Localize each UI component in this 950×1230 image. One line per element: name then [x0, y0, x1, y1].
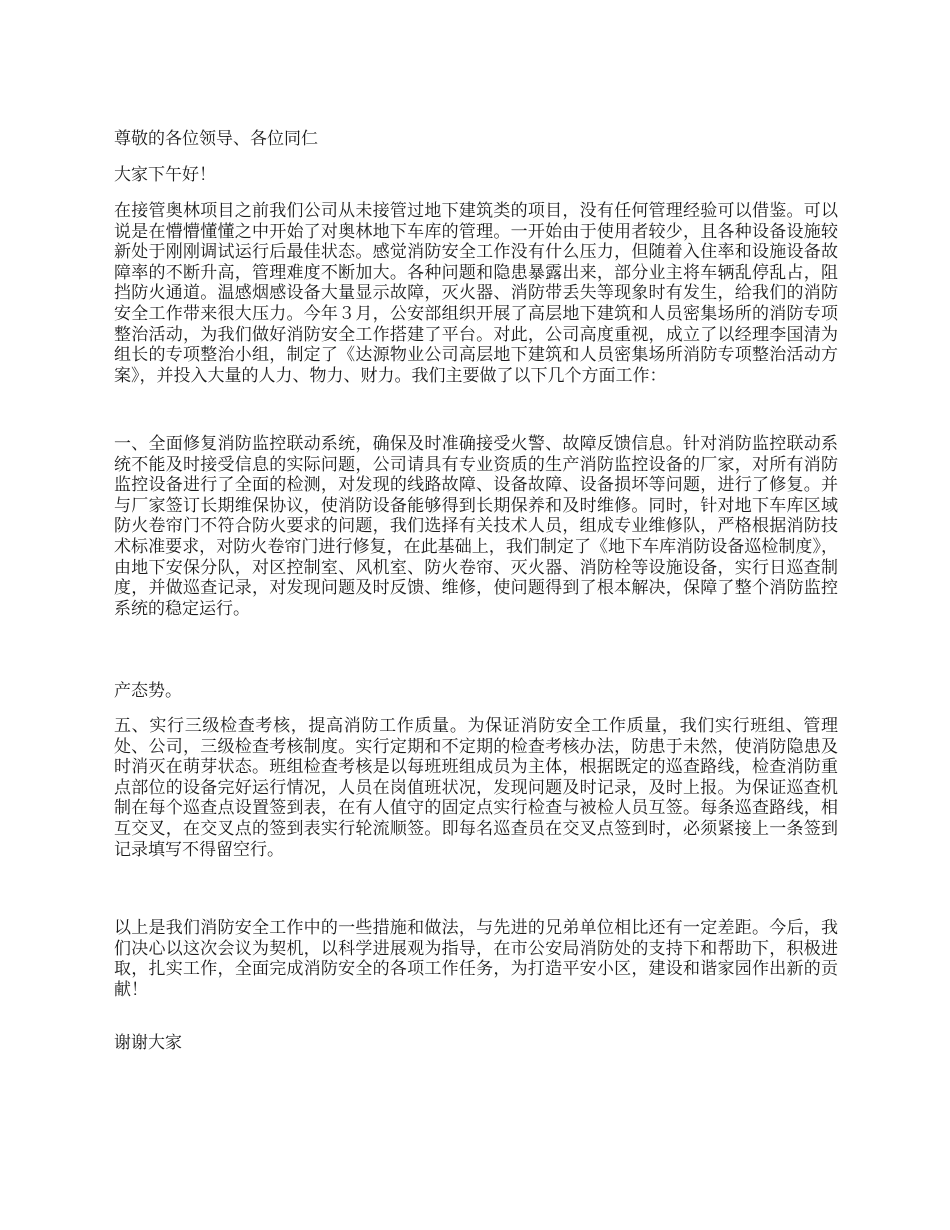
intro-paragraph: 在接管奥林项目之前我们公司从未接管过地下建筑类的项目，没有任何管理经验可以借鉴。可以说是在懵懵懂懂之中开始了对奥林地下车库的管理。一开始由于使用者较少，且各种设备设施较新处于刚刚调试运行后最佳状态。感觉消防安全工作没有什么压力，但随着入住率和设施设备故障率的不断升高，管理难度不断加大。各种问题和隐患暴露出来，部分业主将车辆乱停乱占，阻挡防火通道。温感烟感设备大量显示故障，灭火器、消防带丢失等现象时有发生，给我们的消防安全工作带来很大压力。今年３月，公安部组织开展了高层地下建筑和人员密集场所的消防专项整治活动，为我们做好消防安全工作搭建了平台。对此，公司高度重视，成立了以经理李国清为组长的专项整治小组，制定了《达源物业公司高层地下建筑和人员密集场所消防专项整治活动方案》，并投入大量的人力、物力、财力。我们主要做了以下几个方面工作： — [114, 201, 838, 386]
section-one-paragraph: 一、全面修复消防监控联动系统，确保及时准确接受火警、故障反馈信息。针对消防监控联动系统不能及时接受信息的实际问题，公司请具有专业资质的生产消防监控设备的厂家，对所有消防监控设备进行了全面的检测，对发现的线路故障、设备故障、设备损坏等问题，进行了修复。并与厂家签订长期维保协议，使消防设备能够得到长期保养和及时维修。同时，针对地下车库区域防火卷帘门不符合防火要求的问题，我们选择有关技术人员，组成专业维修队，严格根据消防技术标准要求，对防火卷帘门进行修复，在此基础上，我们制定了《地下车库消防设备巡检制度》，由地下安保分队，对区控制室、风机室、防火卷帘、灭火器、消防栓等设施设备，实行日巡查制度，并做巡查记录，对发现问题及时反馈、维修，使问题得到了根本解决，保障了整个消防监控系统的稳定运行。 — [114, 434, 838, 619]
fragment-line: 产态势。 — [114, 681, 182, 701]
section-five-paragraph: 五、实行三级检查考核，提高消防工作质量。为保证消防安全工作质量，我们实行班组、管理处、公司，三级检查考核制度。实行定期和不定期的检查考核办法，防患于未然，使消防隐患及时消灭在萌芽状态。班组检查考核是以每班班组成员为主体，根据既定的巡查路线，检查消防重点部位的设备完好运行情况，人员在岗值班状况，发现问题及时记录，及时上报。为保证巡查机制在每个巡查点设置签到表，在有人值守的固定点实行检查与被检人员互签。每条巡查路线，相互交叉，在交叉点的签到表实行轮流顺签。即每名巡查员在交叉点签到时，必须紧接上一条签到记录填写不得留空行。 — [114, 716, 838, 860]
salutation-line: 尊敬的各位领导、各位同仁 — [114, 129, 318, 149]
closing-line: 谢谢大家 — [114, 1033, 182, 1053]
greeting-line: 大家下午好！ — [114, 165, 216, 185]
document-page — [114, 0, 838, 1230]
conclusion-paragraph: 以上是我们消防安全工作中的一些措施和做法，与先进的兄弟单位相比还有一定差距。今后，我们决心以这次会议为契机，以科学进展观为指导，在市公安局消防处的支持下和帮助下，积极进取，扎实工作，全面完成消防安全的各项工作任务，为打造平安小区，建设和谐家园作出新的贡献！ — [114, 918, 838, 1000]
